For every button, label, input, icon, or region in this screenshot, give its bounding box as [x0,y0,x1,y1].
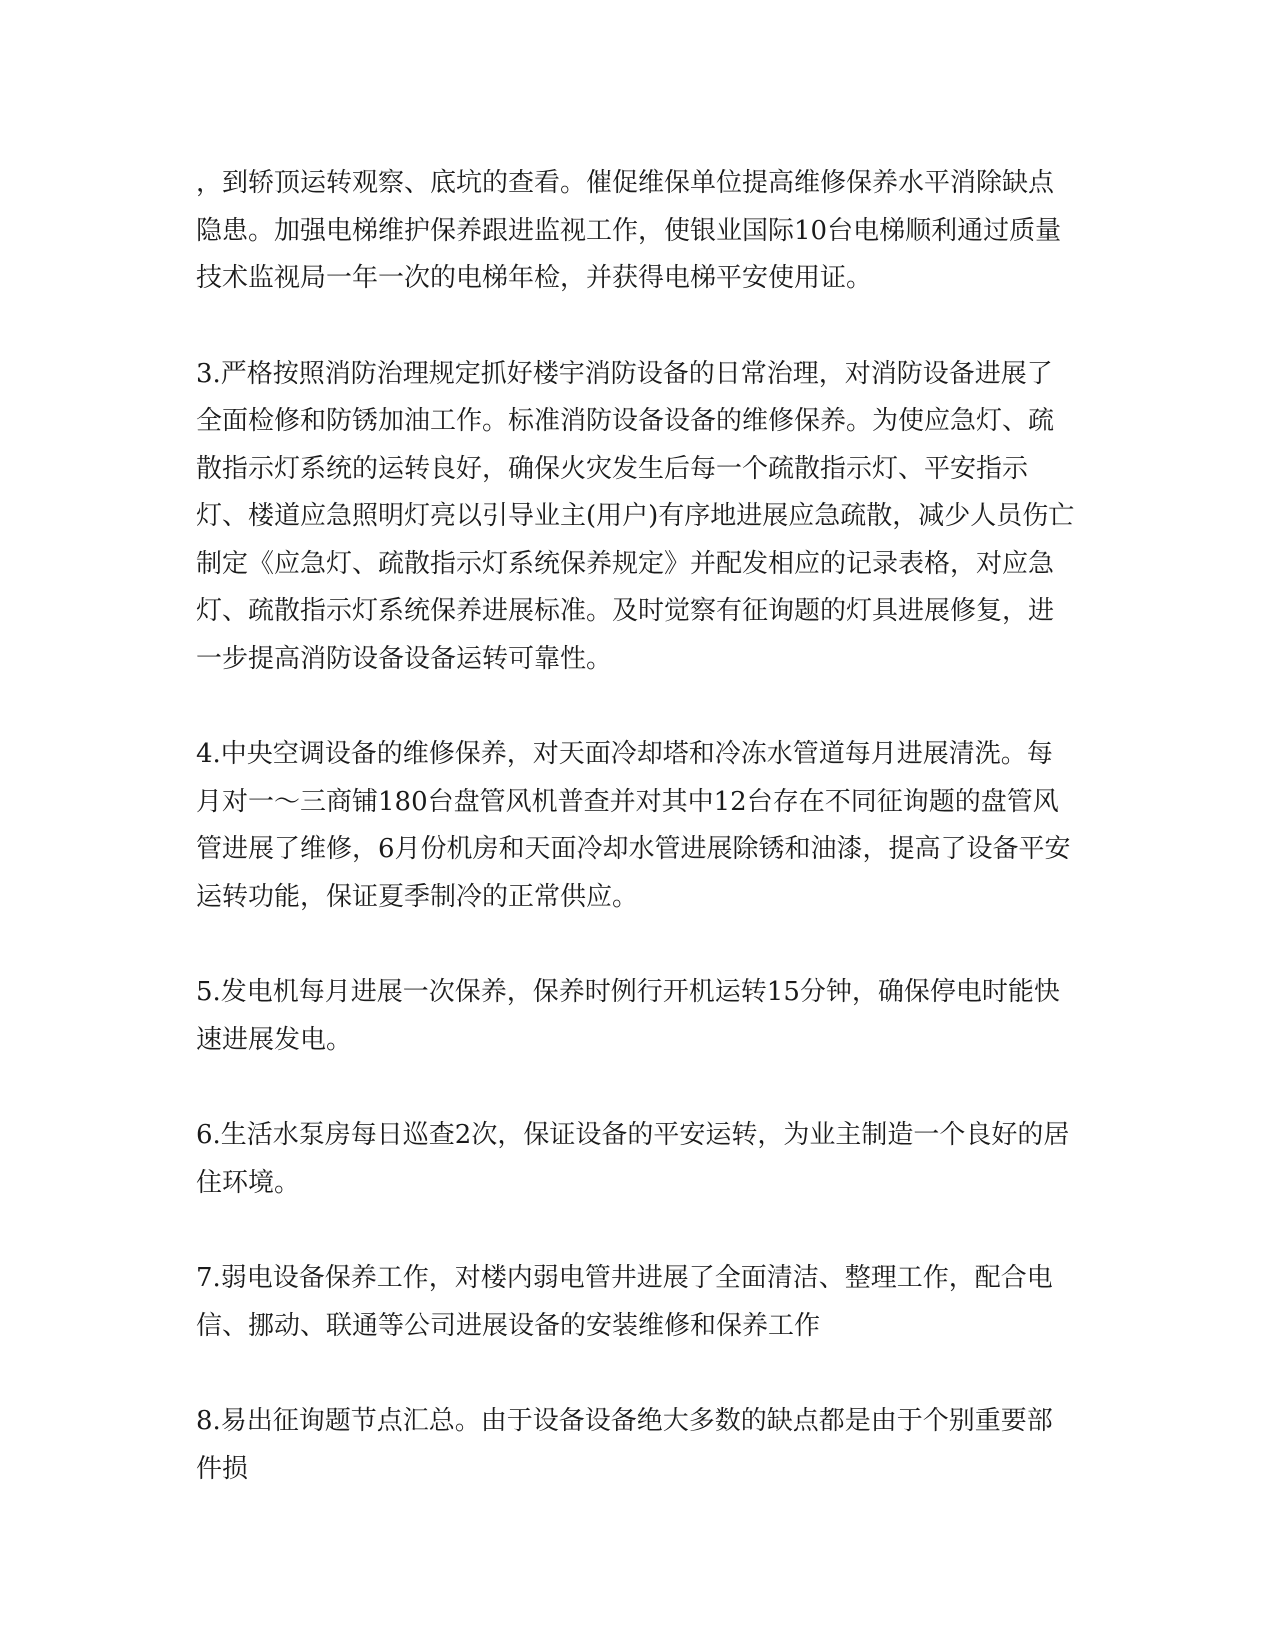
paragraph-fire-equipment: 3.严格按照消防治理规定抓好楼宇消防设备的日常治理，对消防设备进展了全面检修和防锈加油工作。标准消防设备设备的维修保养。为使应急灯、疏散指示灯系统的运转良好，确保火灾发生后每一个疏散指示灯、平安指示灯、楼道应急照明灯亮以引导业主(用户)有序地进展应急疏散，减少人员伤亡制定《应急灯、疏散指示灯系统保养规定》并配发相应的记录表格，对应急灯、疏散指示灯系统保养进展标准。及时觉察有征询题的灯具进展修复，进一步提高消防设备设备运转可靠性。 [196,358,1075,674]
paragraph-weak-current-equipment: 7.弱电设备保养工作，对楼内弱电管井进展了全面清洁、整理工作，配合电信、挪动、联通等公司进展设备的安装维修和保养工作 [196,1263,1053,1341]
document-body [196,160,1076,1493]
paragraph-central-air-conditioning: 4.中央空调设备的维修保养，对天面冷却塔和冷冻水管道每月进展清洗。每月对一～三商铺180台盘管风机普查并对其中12台存在不同征询题的盘管风管进展了维修，6月份机房和天面冷却水管进展除锈和油漆，提高了设备平安运转功能，保证夏季制冷的正常供应。 [196,739,1071,912]
paragraph-water-pump-room: 6.生活水泵房每日巡查2次，保证设备的平安运转，为业主制造一个良好的居住环境。 [196,1120,1070,1198]
paragraph-generator: 5.发电机每月进展一次保养，保养时例行开机运转15分钟，确保停电时能快速进展发电。 [196,977,1060,1055]
paragraph-problem-summary: 8.易出征询题节点汇总。由于设备设备绝大多数的缺点都是由于个别重要部件损 [196,1406,1053,1484]
paragraph-elevator-inspection: ，到轿顶运转观察、底坑的查看。催促维保单位提高维修保养水平消除缺点隐患。加强电梯维护保养跟进监视工作，使银业国际10台电梯顺利通过质量技术监视局一年一次的电梯年检，并获得电梯平安使用证。 [196,168,1062,293]
